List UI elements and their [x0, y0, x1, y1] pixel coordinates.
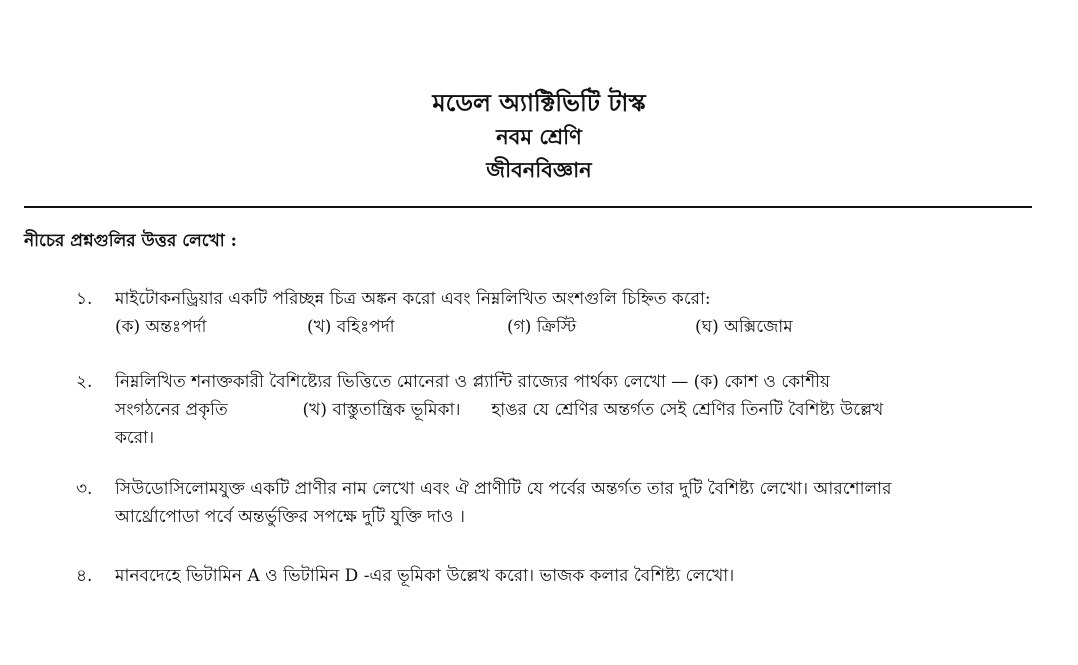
header-divider — [24, 206, 1032, 208]
question-number: ৩. — [76, 479, 93, 499]
option-c: (গ) ক্রিস্টি — [507, 317, 577, 337]
question-number: ৪. — [76, 566, 93, 586]
question-4 — [76, 562, 1036, 590]
question-text: মাইটোকনড্রিয়ার একটি পরিচ্ছন্ন চিত্র অঙ্কন করো এবং নিম্নলিখিত অংশগুলি চিহ্নিত করো: — [115, 289, 711, 309]
option-d: (ঘ) অক্সিজোম — [695, 317, 793, 337]
question-text: মানবদেহে ভিটামিন A ও ভিটামিন D -এর ভূমিকা উল্লেখ করো। ভাজক কলার বৈশিষ্ট্য লেখো। — [115, 566, 735, 586]
question-text-line-1: সিউডোসিলোমযুক্ত একটি প্রাণীর নাম লেখো এবং ঐ প্রাণীটি যে পর্বের অন্তর্গত তার দুটি বৈশিষ্ট্য লেখো। আরশোলার — [115, 479, 892, 499]
question-3 — [76, 475, 1036, 531]
question-text-line-2 — [115, 396, 1036, 424]
question-2 — [76, 368, 1036, 452]
option-list — [115, 313, 1036, 341]
question-text-line-1: নিম্নলিখিত শনাক্তকারী বৈশিষ্ট্যের ভিত্তিতে মোনেরা ও প্ল্যান্টি রাজ্যের পার্থক্য লেখো — (ক) কোশ ও কোশীয় — [115, 372, 831, 392]
question-number: ১. — [76, 289, 93, 309]
document-title: মডেল অ্যাক্টিভিটি টাস্ক — [432, 88, 646, 117]
question-text-part: হাঙর যে শ্রেণির অন্তর্গত সেই শ্রেণির তিনটি বৈশিষ্ট্য উল্লেখ — [491, 400, 884, 420]
document-header — [0, 86, 1078, 186]
subject-label: জীবনবিজ্ঞান — [486, 157, 592, 182]
class-label: নবম শ্রেণি — [496, 124, 582, 149]
question-text-line-2: আর্থ্রোপোডা পর্বে অন্তর্ভুক্তির সপক্ষে দুটি যুক্তি দাও । — [115, 507, 466, 527]
option-b: (খ) বহিঃপর্দা — [307, 317, 395, 337]
question-text-line-3: করো। — [115, 428, 155, 448]
question-text-part: (খ) বাস্তুতান্ত্রিক ভূমিকা। — [302, 400, 461, 420]
instruction-text: নীচের প্রশ্নগুলির উত্তর লেখো : — [24, 231, 237, 251]
option-a: (ক) অন্তঃপর্দা — [115, 317, 207, 337]
question-number: ২. — [76, 372, 93, 392]
question-1 — [76, 285, 1036, 341]
question-text-part: সংগঠনের প্রকৃতি — [115, 400, 228, 420]
